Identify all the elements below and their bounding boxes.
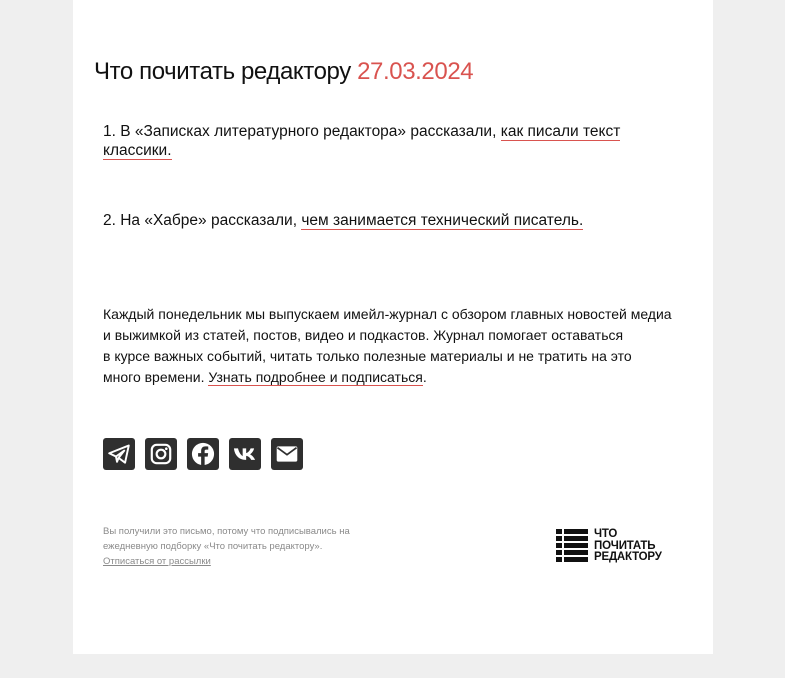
list-item-text: 2. На «Хабре» рассказали, [103, 212, 302, 229]
title-text: Что почитать редактору [94, 58, 351, 85]
email-card [73, 0, 713, 654]
instagram-icon[interactable] [145, 438, 177, 470]
subscribe-link[interactable]: Узнать подробнее и подписаться [208, 369, 423, 385]
about-line: Каждый понедельник мы выпускаем имейл-журнал с обзором главных новостей медиа [103, 306, 672, 322]
logo-wordmark [594, 529, 662, 564]
social-links [103, 438, 303, 470]
about-line: в курсе важных событий, читать только полезные материалы и не тратить на это [103, 348, 632, 364]
footer-line: Вы получили это письмо, потому что подписывались на [103, 526, 350, 537]
logo-stripes-icon [556, 529, 588, 563]
vk-icon[interactable] [229, 438, 261, 470]
about-line: много времени. [103, 369, 209, 385]
list-item [103, 211, 663, 230]
about-line: и выжимкой из статей, постов, видео и подкастов. Журнал помогает оставаться [103, 327, 624, 343]
telegram-icon[interactable] [103, 438, 135, 470]
page-title [94, 58, 473, 86]
unsubscribe-link[interactable]: Отписаться от рассылки [103, 556, 211, 567]
list-item [103, 122, 663, 160]
footer-text [103, 524, 393, 569]
facebook-icon[interactable] [187, 438, 219, 470]
issue-date: 27.03.2024 [357, 58, 474, 85]
article-link[interactable]: как писали текст классики. [103, 123, 621, 159]
footer-line: ежедневную подборку «Что почитать редактору». [103, 541, 323, 552]
list-item-text: 1. В «Записках литературного редактора» рассказали, [103, 123, 501, 140]
email-icon[interactable] [271, 438, 303, 470]
logo-line: РЕДАКТОРУ [594, 551, 662, 563]
logo-line: ПОЧИТАТЬ [594, 539, 656, 552]
about-text [103, 304, 688, 388]
article-link[interactable]: чем занимается технический писатель. [301, 212, 584, 229]
logo[interactable] [556, 529, 662, 564]
about-end: . [422, 369, 427, 385]
logo-line: ЧТО [594, 528, 618, 540]
